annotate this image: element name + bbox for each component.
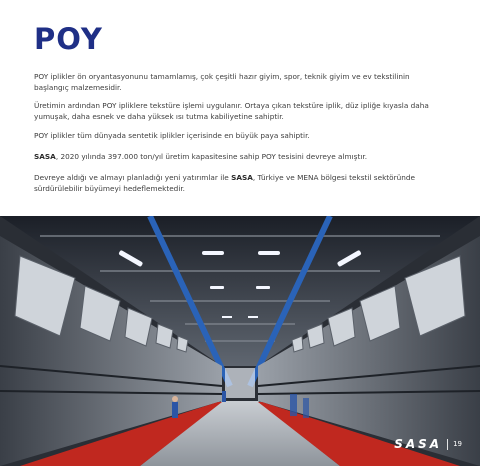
paragraph-texture: Üretimin ardından POY ipliklere tekstüre işlemi uygulanır. Ortaya çıkan tekstüre iplik, düz ipliğe kıyasla daha yumuşak, daha esnek ve daha yüksek ısı tutma kabiliyetine sahiptir.: [34, 101, 429, 121]
page-footer: [394, 437, 462, 451]
paragraph-growth: [34, 173, 434, 194]
factory-hall-photo: [0, 216, 480, 466]
sasa-logo: SASA: [394, 437, 443, 451]
growth-text-start: Devreye aldığı ve almayı planladığı yeni yatırımlar ile: [34, 173, 232, 182]
brand-name: SASA: [231, 173, 253, 182]
paragraph-capacity: [34, 152, 434, 163]
paragraph-intro: POY iplikler ön oryantasyonunu tamamlamış, çok çeşitli hazır giyim, spor, teknik giyim ve ev tekstilinin başlangıç malzemesidir.: [34, 72, 410, 92]
footer-divider: [447, 439, 448, 450]
capacity-text: , 2020 yılında 397.000 ton/yıl üretim kapasitesine sahip POY tesisini devreye almıştır.: [55, 152, 368, 161]
page-title: POY: [34, 22, 103, 56]
growth-text-end: , Türkiye ve MENA bölgesi tekstil sektöründe sürdürülebilir büyümeyi hedeflemektedir.: [34, 173, 415, 193]
page-number: 19: [453, 440, 462, 448]
brand-name: SASA: [34, 152, 56, 161]
paragraph-market-share: POY iplikler tüm dünyada sentetik iplikler içerisinde en büyük paya sahiptir.: [34, 131, 310, 140]
